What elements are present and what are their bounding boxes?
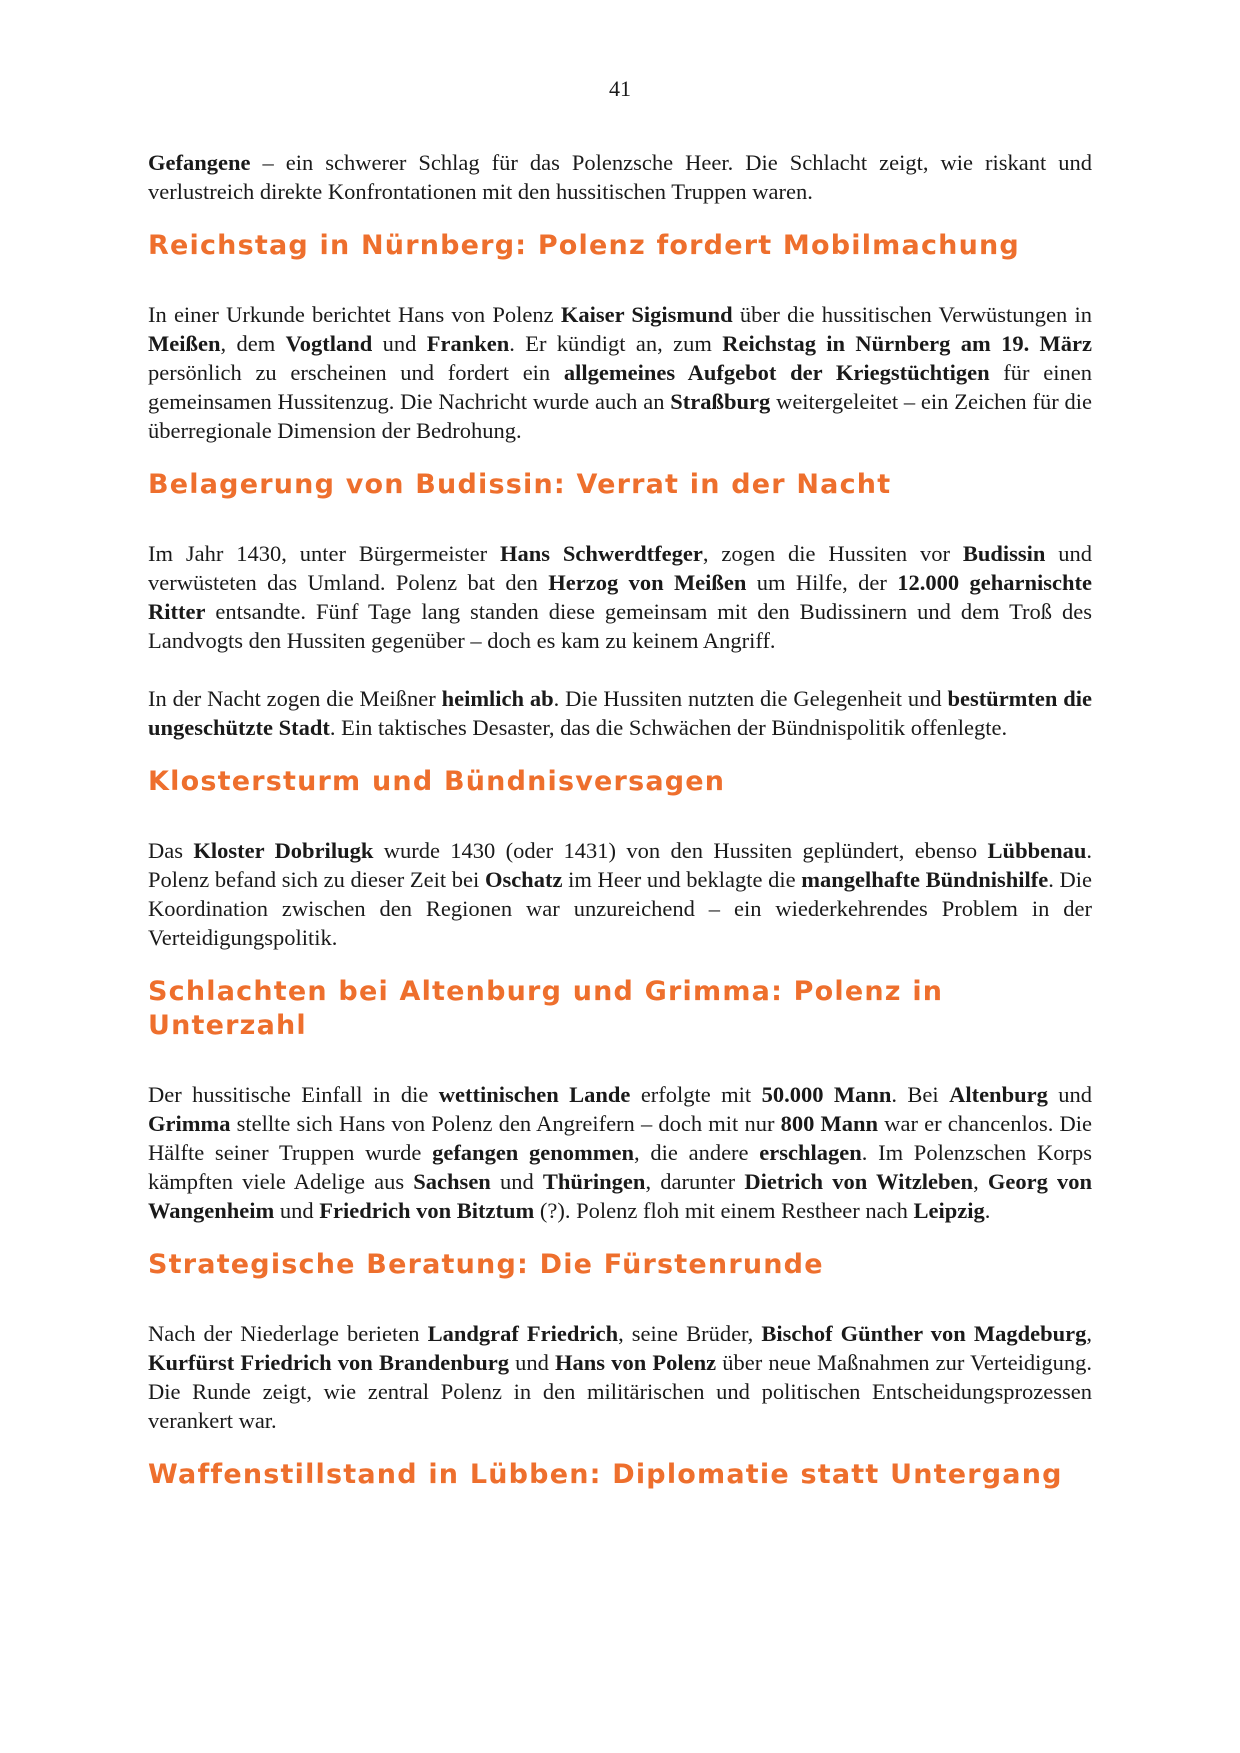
text-run: (?). Polenz floh mit einem Restheer nach [534,1198,914,1223]
bold-text: Oschatz [484,867,563,892]
body-paragraph [148,148,1092,206]
text-run: , seine Brüder, [618,1321,762,1346]
bold-text: Franken [426,331,510,356]
bold-text: wettinischen Lande [438,1082,631,1107]
bold-text: Kurfürst Friedrich von Brandenburg [148,1350,509,1375]
text-run: über neue Maßnahmen zur Verteidigung. Die Runde zeigt, wie zentral Polenz in den militärischen und politischen Entscheidungsprozessen verankert war. [148,1350,1092,1433]
bold-text: 800 Mann [780,1111,879,1136]
text-run: und [1047,1082,1092,1107]
bold-text: Grimma [148,1111,231,1136]
bold-text: allgemeines Aufgebot der Kriegstüchtigen [563,360,990,385]
bold-text: heimlich ab [441,686,554,711]
text-run: . Ein taktisches Desaster, das die Schwächen der Bündnispolitik offenlegte. [329,715,1008,740]
spacer [148,1435,1092,1458]
spacer [148,445,1092,468]
body-paragraph [148,539,1092,655]
text-run: und [274,1198,320,1223]
bold-text: Leipzig [913,1198,985,1223]
text-run: . [984,1198,991,1223]
body-paragraph [148,684,1092,742]
bold-text: mangelhafte Bündnishilfe [801,867,1049,892]
page-number: 41 [609,76,631,101]
document-body [148,148,1092,1529]
section-heading: Strategische Beratung: Die Fürstenrunde [148,1249,824,1280]
text-run: weitergeleitet – ein Zeichen für die überregionale Dimension der Bedrohung. [148,389,1092,443]
text-run: . Die Hussiten nutzten die Gelegenheit und [553,686,948,711]
text-run: In der Nacht zogen die Meißner [148,686,442,711]
text-run: – ein schwerer Schlag für das Polenzsche Heer. Die Schlacht zeigt, wie riskant und verlustreich direkte Konfrontationen mit den hussitischen Truppen waren. [148,150,1092,204]
bold-text: Kaiser Sigismund [560,302,733,327]
body-paragraph [148,1319,1092,1435]
spacer [148,742,1092,765]
text-run: Im Jahr 1430, unter Bürgermeister [148,541,501,566]
text-run: , die andere [634,1140,760,1165]
text-run: erfolgte mit [630,1082,762,1107]
bold-text: erschlagen [759,1140,862,1165]
spacer [148,952,1092,975]
bold-text: Hans Schwerdtfeger [500,541,703,566]
text-run: Der hussitische Einfall in die [148,1082,439,1107]
bold-text: bestürmten die ungeschützte Stadt [148,686,1092,740]
bold-text: gefangen genommen [432,1140,635,1165]
bold-text: Dietrich von Witzleben [744,1169,974,1194]
bold-text: Straßburg [670,389,771,414]
section-heading: Schlachten bei Altenburg und Grimma: Polenz in Unterzahl [148,976,944,1041]
text-run: . Im Polenzschen Korps kämpften viele Adelige aus [148,1140,1092,1194]
bold-text: 50.000 Mann [761,1082,892,1107]
bold-text: Bischof Günther von Magdeburg [761,1321,1087,1346]
text-run: , darunter [645,1169,745,1194]
text-run: um Hilfe, der [746,570,898,595]
text-run: . Polenz befand sich zu dieser Zeit bei [148,838,1092,892]
bold-text: Hans von Polenz [555,1350,717,1375]
text-run: stellte sich Hans von Polenz den Angreifern – doch mit nur [230,1111,781,1136]
bold-text: Sachsen [413,1169,491,1194]
spacer [148,263,1092,300]
bold-text: 12.000 geharnischte Ritter [148,570,1092,624]
text-run: und [372,331,427,356]
spacer [148,502,1092,539]
bold-text: Gefangene [148,150,251,175]
bold-text: Herzog von Meißen [548,570,747,595]
section-heading: Waffenstillstand in Lübben: Diplomatie statt Untergang [148,1459,1063,1490]
section-heading: Belagerung von Budissin: Verrat in der Nacht [148,469,892,500]
spacer [148,1225,1092,1248]
text-run: . Er kündigt an, zum [509,331,723,356]
text-run: für einen gemeinsamen Hussitenzug. Die Nachricht wurde auch an [148,360,1092,414]
text-run: Das [148,838,194,863]
text-run: und [508,1350,556,1375]
text-run: Nach der Niederlage berieten [148,1321,428,1346]
text-run: war er chancenlos. Die Hälfte seiner Truppen wurde [148,1111,1093,1165]
spacer [148,1282,1092,1319]
bold-text: Budissin [962,541,1046,566]
bold-text: Meißen [148,331,221,356]
text-run: über die hussitischen Verwüstungen in [732,302,1092,327]
body-paragraph [148,300,1092,445]
text-run: persönlich zu erscheinen und fordert ein [148,360,564,385]
text-run: und verwüsteten das Umland. Polenz bat den [148,541,1092,595]
text-run: , zogen die Hussiten vor [702,541,963,566]
bold-text: Kloster Dobrilugk [193,838,374,863]
bold-text: Friedrich von Bitztum [319,1198,535,1223]
text-run: wurde 1430 (oder 1431) von den Hussiten geplündert, ebenso [373,838,988,863]
spacer [148,1043,1092,1080]
bold-text: Lübbenau [987,838,1087,863]
text-run: , [973,1169,988,1194]
body-paragraph [148,1080,1092,1225]
text-run: . Bei [891,1082,950,1107]
bold-text: Altenburg [949,1082,1048,1107]
text-run: . Die Koordination zwischen den Regionen war unzureichend – ein wiederkehrendes Problem in der Verteidigungspolitik. [148,867,1092,950]
spacer [148,206,1092,229]
body-paragraph [148,836,1092,952]
bold-text: Reichstag in Nürnberg am 19. März [722,331,1093,356]
bold-text: Vogtland [285,331,373,356]
text-run: , [1086,1321,1093,1346]
text-run: und [490,1169,543,1194]
bold-text: Thüringen [542,1169,646,1194]
spacer [148,799,1092,836]
bold-text: Georg von Wangenheim [148,1169,1092,1223]
spacer [148,1492,1092,1529]
text-run: entsandte. Fünf Tage lang standen diese gemeinsam mit den Budissinern und dem Troß des Landvogts den Hussiten gegenüber – doch es kam zu keinem Angriff. [148,599,1092,653]
text-run: , dem [220,331,286,356]
section-heading: Reichstag in Nürnberg: Polenz fordert Mobilmachung [148,230,1020,261]
bold-text: Landgraf Friedrich [427,1321,619,1346]
text-run: In einer Urkunde berichtet Hans von Polenz [148,302,561,327]
text-run: im Heer und beklagte die [562,867,802,892]
section-heading: Klostersturm und Bündnisversagen [148,766,726,797]
